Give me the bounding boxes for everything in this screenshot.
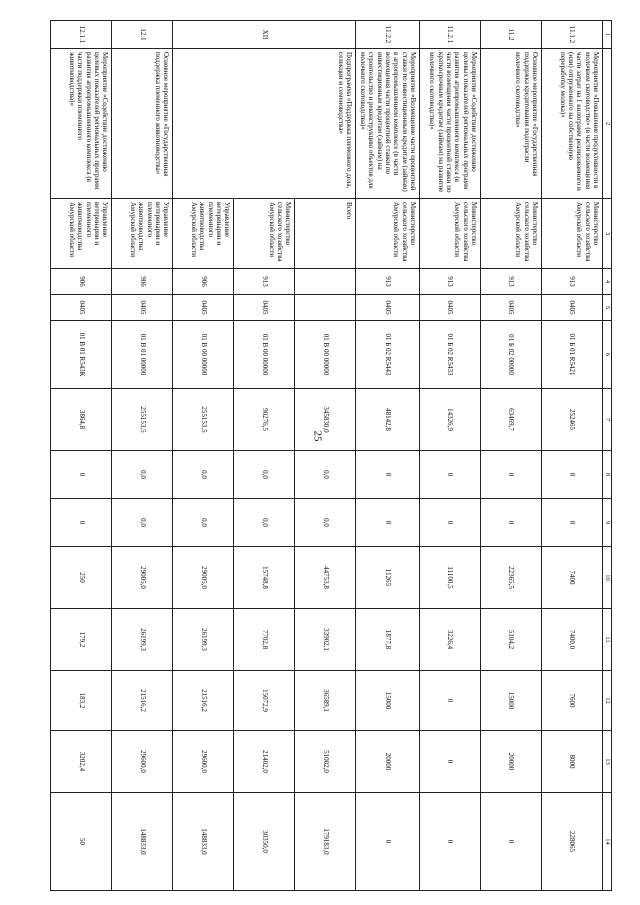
value-cell-v8: 0 — [51, 451, 112, 499]
row-number-cell: 11.2.1 — [420, 21, 481, 49]
value-cell-v13: 8000 — [542, 731, 603, 793]
table-row — [481, 21, 542, 891]
value-cell-v11: 33902,1 — [295, 609, 356, 671]
executor-cell: Министерство сельского хозяйства Амурской области — [234, 199, 295, 269]
column-number-2: 2 — [603, 49, 612, 199]
column-number-1: 1 — [603, 21, 612, 49]
value-cell-v14: 148833,0 — [173, 793, 234, 891]
value-cell-rzpr — [295, 295, 356, 321]
column-number-12: 12 — [603, 671, 612, 731]
value-cell-v14: 148833,0 — [112, 793, 173, 891]
column-number-14: 14 — [603, 793, 612, 891]
value-cell-v11: 1877,8 — [356, 609, 420, 671]
value-cell-rzpr: 0405 — [51, 295, 112, 321]
budget-table — [50, 20, 612, 891]
value-cell-grbs: 906 — [51, 269, 112, 295]
value-cell-rzpr: 0405 — [173, 295, 234, 321]
value-cell-v11: 5104,2 — [481, 609, 542, 671]
value-cell-csr: 01 Б 02 R5433 — [420, 321, 481, 389]
value-cell-rzpr: 0405 — [356, 295, 420, 321]
value-cell-v12: 7600 — [542, 671, 603, 731]
value-cell-v10: 250 — [51, 547, 112, 609]
value-cell-v12: 0 — [420, 671, 481, 731]
value-cell-v10: 7400 — [542, 547, 603, 609]
row-number-cell: 12.1.1 — [51, 21, 112, 49]
column-number-8: 8 — [603, 451, 612, 499]
value-cell-v14: 0 — [420, 793, 481, 891]
value-cell-v14: 30350,0 — [234, 793, 295, 891]
value-cell-v11: 179,2 — [51, 609, 112, 671]
value-cell-v13: 3202,4 — [51, 731, 112, 793]
table-row — [112, 21, 173, 891]
table-row — [295, 21, 356, 891]
value-cell-v14: 0 — [481, 793, 542, 891]
value-cell-v13: 0 — [420, 731, 481, 793]
value-cell-csr: 01 В 00 00000 — [295, 321, 356, 389]
measure-title-cell: Подпрограмма «Поддержка племенного дела, селекции и семеноводства» — [173, 49, 356, 199]
table-row — [51, 21, 112, 891]
value-cell-v14: 0 — [356, 793, 420, 891]
value-cell-grbs: 913 — [542, 269, 603, 295]
row-number-cell: 11.1.2 — [542, 21, 603, 49]
value-cell-v8: 0,0 — [295, 451, 356, 499]
value-cell-csr: 01 В 01 R543К — [51, 321, 112, 389]
measure-title-cell: Мероприятие «Содействие достижению целевых показателей региональных программ развития агропромышленного комплекса (в части поддержки племенного животноводства)» — [51, 49, 112, 199]
value-cell-v9: 0 — [51, 499, 112, 547]
column-number-11: 11 — [603, 609, 612, 671]
value-cell-v10: 11265 — [356, 547, 420, 609]
value-cell-v10: 11100,5 — [420, 547, 481, 609]
value-cell-csr: 01 Б 02 00000 — [481, 321, 542, 389]
value-cell-v13: 29600,0 — [112, 731, 173, 793]
executor-cell: Управление ветеринарии и племенного животноводства Амурской области — [173, 199, 234, 269]
executor-cell: Министерство сельского хозяйства Амурской области — [356, 199, 420, 269]
value-cell-v10: 44753,8 — [295, 547, 356, 609]
row-number-cell: 11.2 — [481, 21, 542, 49]
table-row — [542, 21, 603, 891]
value-cell-grbs: 913 — [234, 269, 295, 295]
measure-title-cell: Мероприятие «Возмещение части процентной ставки по инвестиционным кредитам (займам) в агропромышленном комплексе (в части возмещения части процентной ставки по инвестиционным кредитам (займам) на строительство и реконструкцию объектов для молочного скотоводства)» — [356, 49, 420, 199]
value-cell-v11: 7702,8 — [234, 609, 295, 671]
value-cell-csr: 01 Б 02 R5443 — [356, 321, 420, 389]
value-cell-v11: 7400,0 — [542, 609, 603, 671]
value-cell-grbs: 906 — [173, 269, 234, 295]
value-cell-v12: 15000 — [481, 671, 542, 731]
value-cell-csr: 01 В 01 00000 — [112, 321, 173, 389]
value-cell-v14: 50 — [51, 793, 112, 891]
value-cell-v9: 0 — [356, 499, 420, 547]
value-cell-v9: 0,0 — [234, 499, 295, 547]
column-number-3: 3 — [603, 199, 612, 269]
page-number: 25 — [311, 430, 324, 442]
column-number-7: 7 — [603, 389, 612, 451]
value-cell-v7: 345830,0 — [295, 389, 356, 451]
value-cell-csr: 01 В 00 00000 — [173, 321, 234, 389]
table-row — [356, 21, 420, 891]
row-number-cell: XII — [173, 21, 356, 49]
row-number-cell: 11.2.2 — [356, 21, 420, 49]
value-cell-v12: 15000 — [356, 671, 420, 731]
value-cell-v11: 3226,4 — [420, 609, 481, 671]
value-cell-v8: 0,0 — [112, 451, 173, 499]
value-cell-v7: 252465 — [542, 389, 603, 451]
column-number-13: 13 — [603, 731, 612, 793]
value-cell-v7: 255153,5 — [173, 389, 234, 451]
value-cell-v7: 90276,5 — [234, 389, 295, 451]
value-cell-v9: 0,0 — [112, 499, 173, 547]
value-cell-v11: 26199,3 — [173, 609, 234, 671]
value-cell-v9: 0 — [420, 499, 481, 547]
column-number-5: 5 — [603, 295, 612, 321]
value-cell-grbs: 913 — [356, 269, 420, 295]
header-row — [603, 21, 612, 891]
value-cell-v8: 0 — [420, 451, 481, 499]
value-cell-v14: 228065 — [542, 793, 603, 891]
value-cell-v7: 14326,9 — [420, 389, 481, 451]
value-cell-rzpr: 0405 — [420, 295, 481, 321]
measure-title-cell: Основное мероприятие «Государственная поддержка племенного животноводства» — [112, 49, 173, 199]
value-cell-v7: 255153,5 — [112, 389, 173, 451]
executor-cell: Управление ветеринарии и племенного животноводства Амурской области — [112, 199, 173, 269]
value-cell-v11: 26199,3 — [112, 609, 173, 671]
row-number-cell: 12.1 — [112, 21, 173, 49]
value-cell-v8: 0 — [481, 451, 542, 499]
value-cell-v13: 29600,0 — [173, 731, 234, 793]
table-row — [420, 21, 481, 891]
value-cell-v8: 0 — [542, 451, 603, 499]
measure-title-cell: Мероприятие «Содействие достижению целевых показателей региональных программ развития агропромышленного комплекса (в части возмещения части процентной ставки по краткосрочным кредитам (займам) на развитие молочного скотоводства)» — [420, 49, 481, 199]
measure-title-cell: Основное мероприятие «Государственная поддержка кредитования подотрасли молочного скотоводства» — [481, 49, 542, 199]
value-cell-v9: 0 — [542, 499, 603, 547]
value-cell-rzpr: 0405 — [481, 295, 542, 321]
value-cell-v14: 179183,0 — [295, 793, 356, 891]
value-cell-v9: 0,0 — [295, 499, 356, 547]
value-cell-v12: 21516,2 — [112, 671, 173, 731]
value-cell-v7: 63469,7 — [481, 389, 542, 451]
value-cell-v13: 51002,0 — [295, 731, 356, 793]
column-number-4: 4 — [603, 269, 612, 295]
value-cell-v12: 36589,1 — [295, 671, 356, 731]
value-cell-rzpr: 0405 — [542, 295, 603, 321]
value-cell-v7: 48142,8 — [356, 389, 420, 451]
value-cell-v9: 0,0 — [173, 499, 234, 547]
executor-cell: Управление ветеринарии и племенного животноводства Амурской области — [51, 199, 112, 269]
value-cell-v13: 20000 — [481, 731, 542, 793]
executor-cell: Министерство сельского хозяйства Амурской области — [481, 199, 542, 269]
executor-cell: Министерство сельского хозяйства Амурской области — [542, 199, 603, 269]
value-cell-v12: 15072,9 — [234, 671, 295, 731]
value-cell-v13: 21402,0 — [234, 731, 295, 793]
value-cell-csr: 01 Б 01 R5421 — [542, 321, 603, 389]
value-cell-grbs: 913 — [420, 269, 481, 295]
value-cell-csr: 01 В 00 00000 — [234, 321, 295, 389]
value-cell-grbs: 906 — [112, 269, 173, 295]
value-cell-grbs: 913 — [481, 269, 542, 295]
value-cell-v8: 0,0 — [173, 451, 234, 499]
value-cell-v8: 0,0 — [234, 451, 295, 499]
column-number-9: 9 — [603, 499, 612, 547]
value-cell-v7: 3864,8 — [51, 389, 112, 451]
value-cell-v12: 183,2 — [51, 671, 112, 731]
value-cell-grbs — [295, 269, 356, 295]
executor-cell: Всего — [295, 199, 356, 269]
measure-title-cell: Мероприятие «Повышение продуктивности в молочном скотоводстве» (в части возмещения части затрат на 1 килограмм реализованного и (или) отгруженного на собственную переработку молока)» — [542, 49, 603, 199]
value-cell-v9: 0 — [481, 499, 542, 547]
value-cell-rzpr: 0405 — [234, 295, 295, 321]
value-cell-v10: 22365,5 — [481, 547, 542, 609]
value-cell-v8: 0 — [356, 451, 420, 499]
value-cell-v12: 21516,2 — [173, 671, 234, 731]
executor-cell: Министерство сельского хозяйства Амурской области — [420, 199, 481, 269]
value-cell-rzpr: 0405 — [112, 295, 173, 321]
value-cell-v10: 29005,0 — [173, 547, 234, 609]
value-cell-v10: 29005,0 — [112, 547, 173, 609]
value-cell-v10: 15748,8 — [234, 547, 295, 609]
column-number-10: 10 — [603, 547, 612, 609]
value-cell-v13: 20000 — [356, 731, 420, 793]
column-number-6: 6 — [603, 321, 612, 389]
